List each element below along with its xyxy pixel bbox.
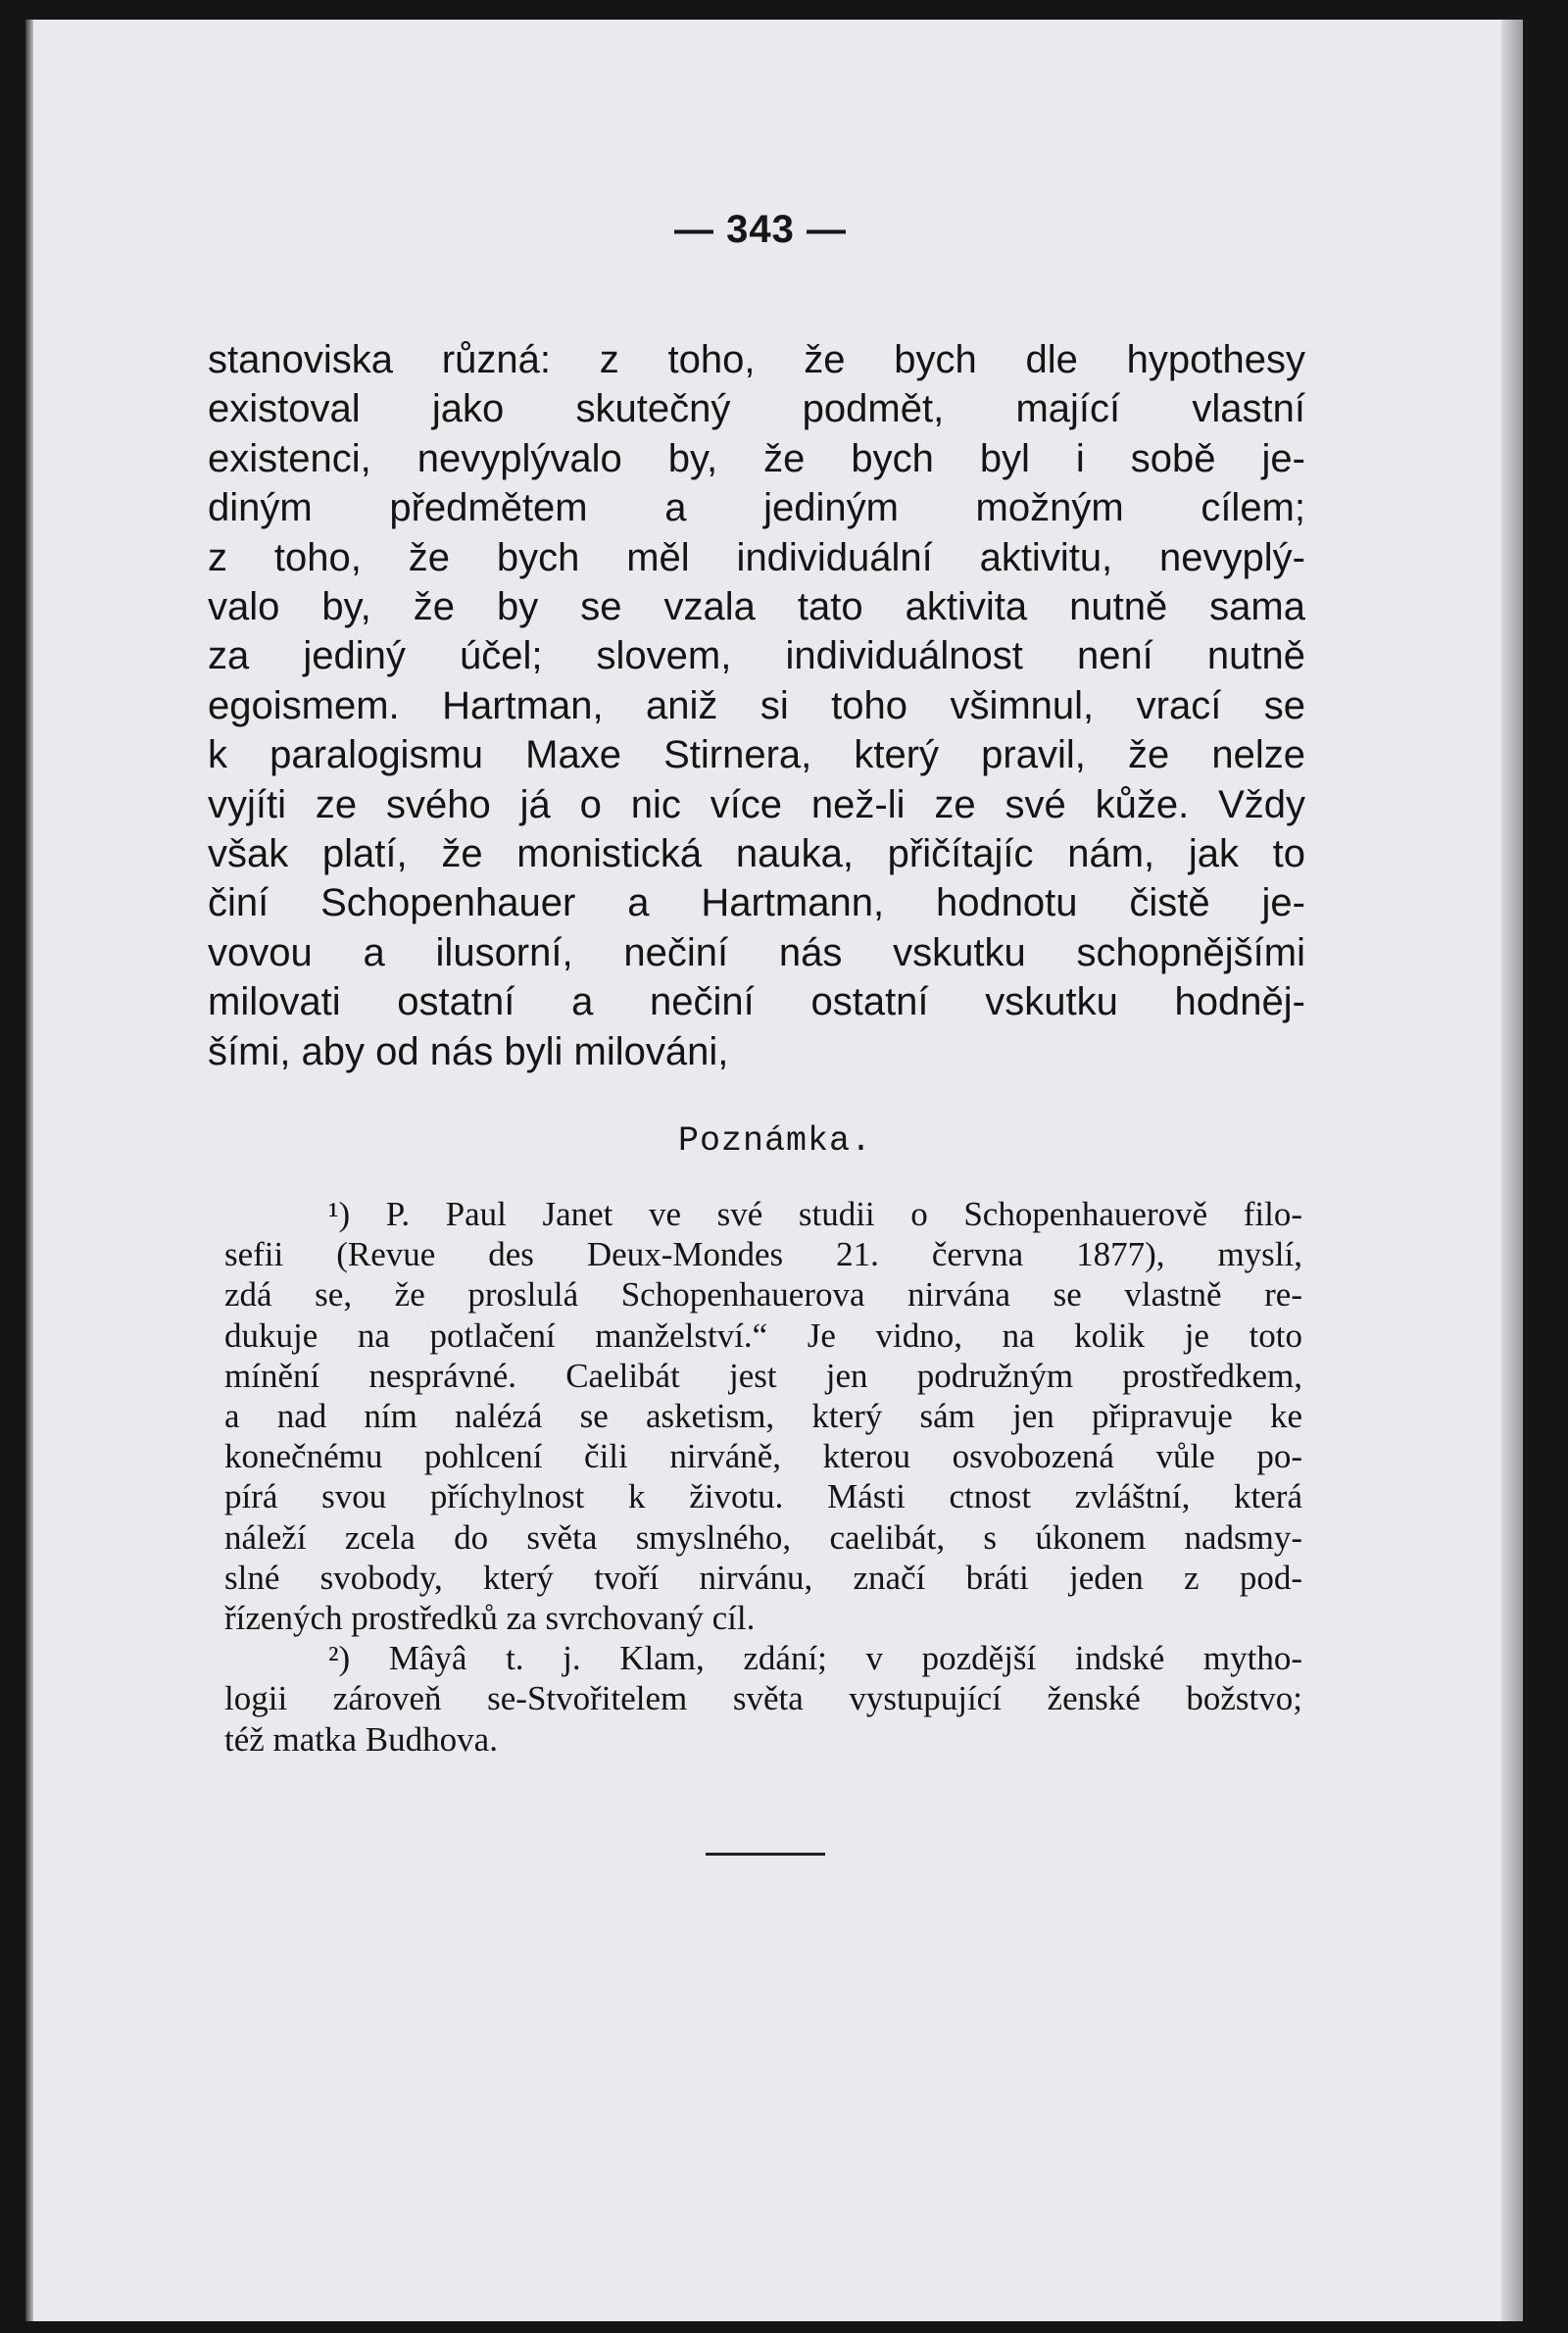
main-text-line: vyjíti ze svého já o nic více než-li ze své kůže. Vždy: [208, 782, 1305, 826]
main-text-line: stanoviska různá: z toho, že bych dle hypothesy: [208, 338, 1305, 381]
notes-heading: Poznámka.: [677, 1121, 873, 1161]
book-page: [25, 20, 1523, 2321]
footnote-line: pírá svou příchylnost k životu. Másti ctnost zvláštní, která: [224, 1477, 1302, 1516]
main-text-line: za jediný účel; slovem, individuálnost není nutně: [208, 634, 1305, 678]
footnote-line: logii zároveň se-Stvořitelem světa vystupující ženské božstvo;: [224, 1679, 1302, 1718]
main-text-line: diným předmětem a jediným možným cílem;: [208, 486, 1305, 530]
footnote-line: sefii (Revue des Deux-Mondes 21. června 1877), myslí,: [224, 1235, 1302, 1274]
footnote-line: ²) Mâyâ t. j. Klam, zdání; v pozdější indské mytho-: [328, 1639, 1302, 1678]
page-spine-shadow: [25, 20, 33, 2321]
footnote-line: konečnému pohlcení čili nirváně, kterou osvobozená vůle po-: [224, 1437, 1302, 1476]
footnote-line: ¹) P. Paul Janet ve své studii o Schopenhauerově filo-: [328, 1195, 1302, 1233]
main-text-line: existoval jako skutečný podmět, mající vlastní: [208, 387, 1305, 431]
footnote-line: mínění nesprávné. Caelibát jest jen podružným prostředkem,: [224, 1356, 1302, 1395]
footnote-line: a nad ním nalézá se asketism, který sám jen připravuje ke: [224, 1397, 1302, 1436]
main-text-line: z toho, že bych měl individuální aktivitu, nevyplý-: [208, 535, 1305, 579]
page-number: — 343 —: [674, 208, 847, 251]
main-text-line: šími, aby od nás byli milováni,: [208, 1029, 729, 1073]
main-text-line: však platí, že monistická nauka, přičítajíc nám, jak to: [208, 832, 1305, 876]
footnote-line: slné svobody, který tvoří nirvánu, značí bráti jeden z pod-: [224, 1558, 1302, 1597]
footnote-line: náleží zcela do světa smyslného, caelibát, s úkonem nadsmy-: [224, 1517, 1302, 1557]
main-text-line: činí Schopenhauer a Hartmann, hodnotu čistě je-: [208, 881, 1305, 925]
main-text-line: valo by, že by se vzala tato aktivita nutně sama: [208, 585, 1305, 629]
closing-rule: [706, 1853, 825, 1856]
page-edge: [1501, 20, 1523, 2321]
footnote-line: řízených prostředků za svrchovaný cíl.: [224, 1599, 756, 1638]
footnote-line: dukuje na potlačení manželství.“ Je vidno, na kolik je toto: [224, 1315, 1302, 1355]
footnote-line: zdá se, že proslulá Schopenhauerova nirvána se vlastně re-: [224, 1275, 1302, 1315]
main-text-line: vovou a ilusorní, nečiní nás vskutku schopnějšími: [208, 930, 1305, 974]
main-text-line: milovati ostatní a nečiní ostatní vskutku hodněj-: [208, 980, 1305, 1024]
main-text-line: k paralogismu Maxe Stirnera, který pravil, že nelze: [208, 733, 1305, 777]
footnote-line: též matka Budhova.: [224, 1719, 498, 1759]
main-text: [208, 335, 1305, 1076]
main-text-line: egoismem. Hartman, aniž si toho všimnul, vrací se: [208, 683, 1305, 727]
footnotes: [224, 1194, 1302, 1760]
main-text-line: existenci, nevyplývalo by, že bych byl i sobě je-: [208, 436, 1305, 480]
